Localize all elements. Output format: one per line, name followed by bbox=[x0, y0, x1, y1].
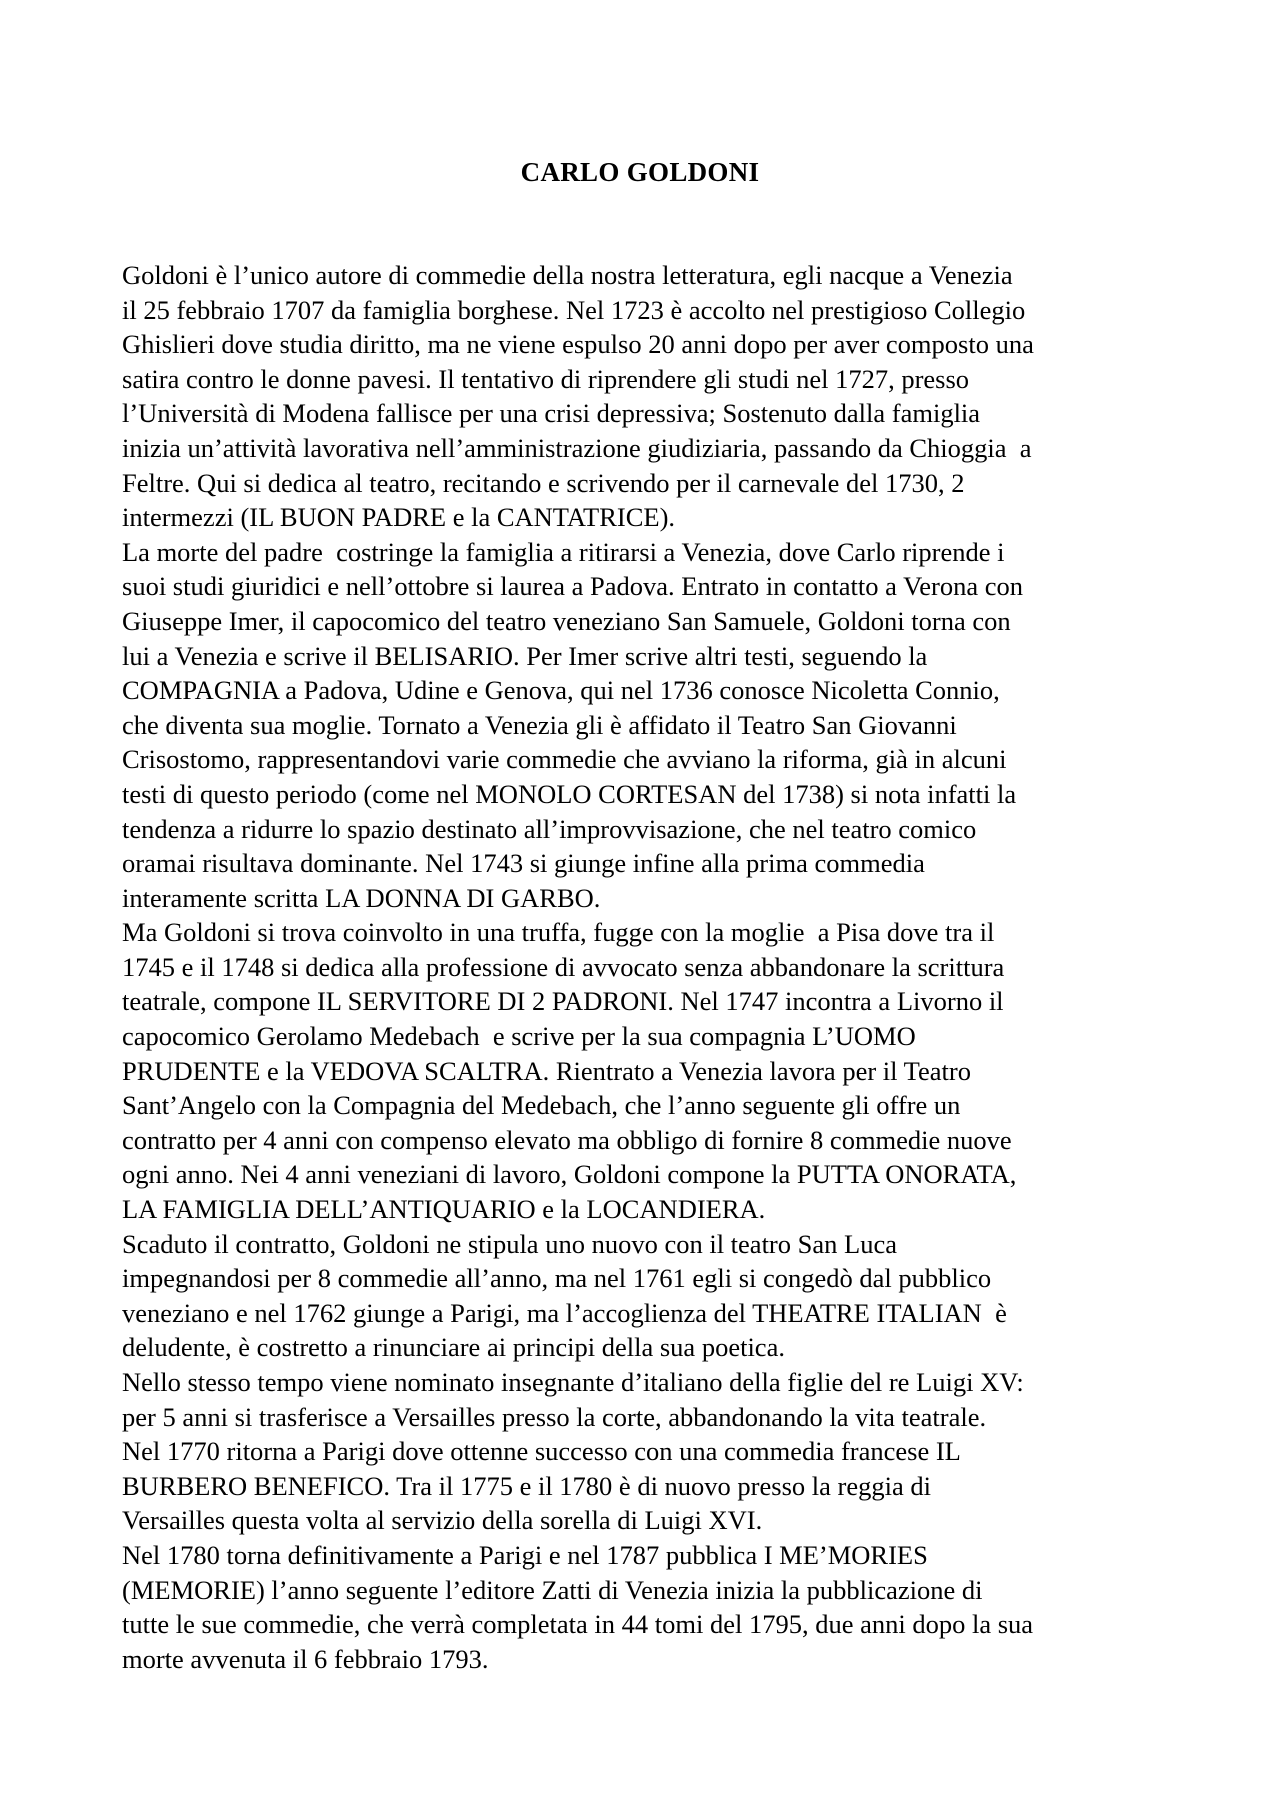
body-text-line: Nello stesso tempo viene nominato insegnante d’italiano della figlie del re Luigi XV: bbox=[122, 1367, 1024, 1397]
body-text-line: contratto per 4 anni con compenso elevato ma obbligo di fornire 8 commedie nuove bbox=[122, 1124, 1012, 1155]
body-text-line: Crisostomo, rappresentandovi varie commedie che avviano la riforma, già in alcuni bbox=[122, 744, 1007, 775]
body-text-line: deludente, è costretto a rinunciare ai principi della sua poetica. bbox=[122, 1332, 785, 1363]
body-text-line: suoi studi giuridici e nell’ottobre si laurea a Padova. Entrato in contatto a Verona con bbox=[122, 571, 1023, 602]
body-text-line: Scaduto il contratto, Goldoni ne stipula uno nuovo con il teatro San Luca bbox=[122, 1228, 897, 1259]
body-text-line: Ma Goldoni si trova coinvolto in una truffa, fugge con la moglie a Pisa dove tra il bbox=[122, 917, 995, 948]
body-text-line: COMPAGNIA a Padova, Udine e Genova, qui nel 1736 conosce Nicoletta Connio, bbox=[122, 675, 1000, 706]
body-text-line: 1745 e il 1748 si dedica alla professione di avvocato senza abbandonare la scrittura bbox=[122, 951, 1005, 982]
body-text-line: morte avvenuta il 6 febbraio 1793. bbox=[122, 1643, 489, 1674]
body-text-line: Ghislieri dove studia diritto, ma ne viene espulso 20 anni dopo per aver composto una bbox=[122, 329, 1034, 360]
body-text-line: satira contro le donne pavesi. Il tentativo di riprendere gli studi nel 1727, presso bbox=[122, 363, 970, 394]
body-text-line: Nel 1770 ritorna a Parigi dove ottenne successo con una commedia francese IL bbox=[122, 1436, 961, 1467]
body-text-line: Feltre. Qui si dedica al teatro, recitando e scrivendo per il carnevale del 1730, 2 bbox=[122, 467, 965, 498]
body-text-line: ogni anno. Nei 4 anni veneziani di lavoro, Goldoni compone la PUTTA ONORATA, bbox=[122, 1159, 1017, 1190]
body-text-line: capocomico Gerolamo Medebach e scrive per la sua compagnia L’UOMO bbox=[122, 1021, 916, 1052]
body-text-line: Sant’Angelo con la Compagnia del Medebach, che l’anno seguente gli offre un bbox=[122, 1090, 961, 1121]
body-text-line: testi di questo periodo (come nel MONOLO CORTESAN del 1738) si nota infatti la bbox=[122, 778, 1017, 809]
body-text-line: teatrale, compone IL SERVITORE DI 2 PADRONI. Nel 1747 incontra a Livorno il bbox=[122, 986, 1004, 1017]
body-text-line: che diventa sua moglie. Tornato a Venezia gli è affidato il Teatro San Giovanni bbox=[122, 709, 957, 740]
body-text-line: tutte le sue commedie, che verrà completata in 44 tomi del 1795, due anni dopo la sua bbox=[122, 1609, 1034, 1640]
document-body bbox=[122, 258, 1182, 1676]
body-text-line: il 25 febbraio 1707 da famiglia borghese. Nel 1723 è accolto nel prestigioso Collegio bbox=[122, 294, 1026, 325]
body-text-line: Giuseppe Imer, il capocomico del teatro veneziano San Samuele, Goldoni torna con bbox=[122, 605, 1011, 636]
body-text-line: intermezzi (IL BUON PADRE e la CANTATRICE). bbox=[122, 502, 676, 533]
body-text-line: oramai risultava dominante. Nel 1743 si giunge infine alla prima commedia bbox=[122, 848, 925, 879]
body-text-line: tendenza a ridurre lo spazio destinato all’improvvisazione, che nel teatro comico bbox=[122, 813, 977, 844]
body-text-line: BURBERO BENEFICO. Tra il 1775 e il 1780 è di nuovo presso la reggia di bbox=[122, 1470, 931, 1501]
body-text-line: Nel 1780 torna definitivamente a Parigi e nel 1787 pubblica I ME’MORIES bbox=[122, 1539, 928, 1570]
body-text-line: impegnandosi per 8 commedie all’anno, ma nel 1761 egli si congedò dal pubblico bbox=[122, 1263, 992, 1294]
body-text-line: per 5 anni si trasferisce a Versailles presso la corte, abbandonando la vita teatrale. bbox=[122, 1401, 987, 1432]
body-text-line: interamente scritta LA DONNA DI GARBO. bbox=[122, 882, 601, 913]
body-text-line: inizia un’attività lavorativa nell’amministrazione giudiziaria, passando da Chioggia a bbox=[122, 432, 1032, 463]
body-text-line: lui a Venezia e scrive il BELISARIO. Per Imer scrive altri testi, seguendo la bbox=[122, 640, 928, 671]
body-text-line: LA FAMIGLIA DELL’ANTIQUARIO e la LOCANDIERA. bbox=[122, 1194, 766, 1225]
body-text-line: l’Università di Modena fallisce per una crisi depressiva; Sostenuto dalla famiglia bbox=[122, 398, 981, 429]
body-text-line: veneziano e nel 1762 giunge a Parigi, ma l’accoglienza del THEATRE ITALIAN è bbox=[122, 1297, 1007, 1328]
body-text-line: La morte del padre costringe la famiglia a ritirarsi a Venezia, dove Carlo riprende i bbox=[122, 536, 1005, 567]
body-text-line: (MEMORIE) l’anno seguente l’editore Zatti di Venezia inizia la pubblicazione di bbox=[122, 1574, 983, 1605]
body-text-line: PRUDENTE e la VEDOVA SCALTRA. Rientrato a Venezia lavora per il Teatro bbox=[122, 1055, 971, 1086]
document-title: CARLO GOLDONI bbox=[520, 157, 760, 187]
body-text-line: Goldoni è l’unico autore di commedie della nostra letteratura, egli nacque a Venezia bbox=[122, 260, 1013, 290]
body-text-line: Versailles questa volta al servizio della sorella di Luigi XVI. bbox=[122, 1505, 763, 1536]
